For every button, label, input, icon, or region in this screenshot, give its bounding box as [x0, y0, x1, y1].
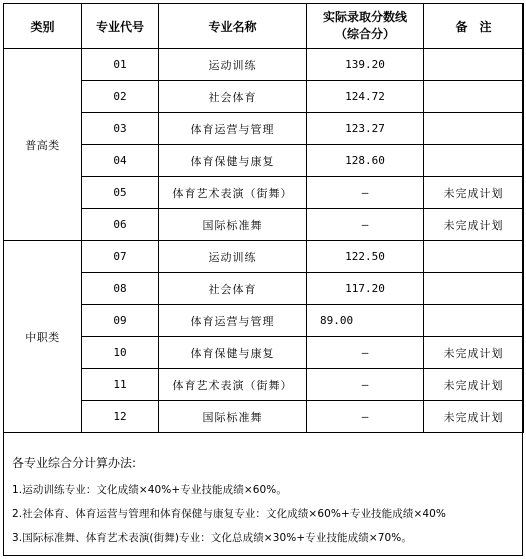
header-code: 专业代号: [82, 4, 159, 49]
code-cell: 03: [82, 113, 159, 145]
note-cell: 未完成计划: [424, 177, 524, 209]
code-cell: 05: [82, 177, 159, 209]
score-cell: –: [307, 369, 424, 401]
category-cell: 普高类: [4, 49, 82, 241]
code-cell: 08: [82, 273, 159, 305]
calculation-notes: [12, 454, 522, 550]
table-row: [4, 49, 524, 81]
note-cell: [424, 49, 524, 81]
score-cell: 123.27: [307, 113, 424, 145]
table-row: [4, 337, 524, 369]
table-row: [4, 177, 524, 209]
major-name-cell: 体育保健与康复: [159, 145, 307, 177]
note-cell: 未完成计划: [424, 401, 524, 433]
score-cell: –: [307, 401, 424, 433]
note-cell: [424, 305, 524, 337]
note-cell: [424, 241, 524, 273]
score-cell: 89.00: [307, 305, 424, 337]
table-row: [4, 369, 524, 401]
note-cell: [424, 113, 524, 145]
score-cell: 117.20: [307, 273, 424, 305]
table-row: [4, 113, 524, 145]
header-name: 专业名称: [159, 4, 307, 49]
note-cell: [424, 145, 524, 177]
major-name-cell: 体育保健与康复: [159, 337, 307, 369]
score-cell: 139.20: [307, 49, 424, 81]
major-name-cell: 体育运营与管理: [159, 113, 307, 145]
table-row: [4, 273, 524, 305]
table-row: [4, 145, 524, 177]
score-cell: –: [307, 337, 424, 369]
table-header-row: [4, 4, 524, 49]
major-name-cell: 体育运营与管理: [159, 305, 307, 337]
code-cell: 10: [82, 337, 159, 369]
major-name-cell: 国际标准舞: [159, 209, 307, 241]
notes-item-3: 3.国际标准舞、体育艺术表演(街舞)专业：文化总成绩×30%+专业技能成绩×70%。: [12, 532, 412, 544]
header-score-line1: 实际录取分数线: [322, 10, 407, 24]
code-cell: 06: [82, 209, 159, 241]
header-category: 类别: [4, 4, 82, 49]
header-score-line2: （综合分）: [334, 27, 395, 41]
notes-heading: 各专业综合分计算办法:: [12, 456, 137, 470]
note-cell: 未完成计划: [424, 369, 524, 401]
score-cell: 128.60: [307, 145, 424, 177]
score-cell: 124.72: [307, 81, 424, 113]
note-cell: 未完成计划: [424, 337, 524, 369]
header-score: [307, 4, 424, 49]
table-row: [4, 305, 524, 337]
note-cell: 未完成计划: [424, 209, 524, 241]
code-cell: 11: [82, 369, 159, 401]
code-cell: 09: [82, 305, 159, 337]
score-cell: –: [307, 177, 424, 209]
table-row: [4, 241, 524, 273]
major-name-cell: 体育艺术表演（街舞）: [159, 369, 307, 401]
major-name-cell: 社会体育: [159, 273, 307, 305]
table-row: [4, 401, 524, 433]
note-cell: [424, 273, 524, 305]
code-cell: 04: [82, 145, 159, 177]
score-cell: –: [307, 209, 424, 241]
table-body: [4, 49, 524, 433]
code-cell: 02: [82, 81, 159, 113]
notes-item-2: 2.社会体育、体育运营与管理和体育保健与康复专业：文化成绩×60%+专业技能成绩×40%: [12, 508, 446, 520]
code-cell: 12: [82, 401, 159, 433]
table-row: [4, 81, 524, 113]
notes-item-1: 1.运动训练专业：文化成绩×40%+专业技能成绩×60%。: [12, 484, 287, 496]
note-cell: [424, 81, 524, 113]
major-name-cell: 运动训练: [159, 241, 307, 273]
table-row: [4, 209, 524, 241]
major-name-cell: 运动训练: [159, 49, 307, 81]
major-name-cell: 体育艺术表演（街舞）: [159, 177, 307, 209]
major-name-cell: 社会体育: [159, 81, 307, 113]
admission-score-table: [3, 3, 524, 433]
category-cell: 中职类: [4, 241, 82, 433]
code-cell: 07: [82, 241, 159, 273]
score-cell: 122.50: [307, 241, 424, 273]
header-note: 备 注: [424, 4, 524, 49]
code-cell: 01: [82, 49, 159, 81]
major-name-cell: 国际标准舞: [159, 401, 307, 433]
